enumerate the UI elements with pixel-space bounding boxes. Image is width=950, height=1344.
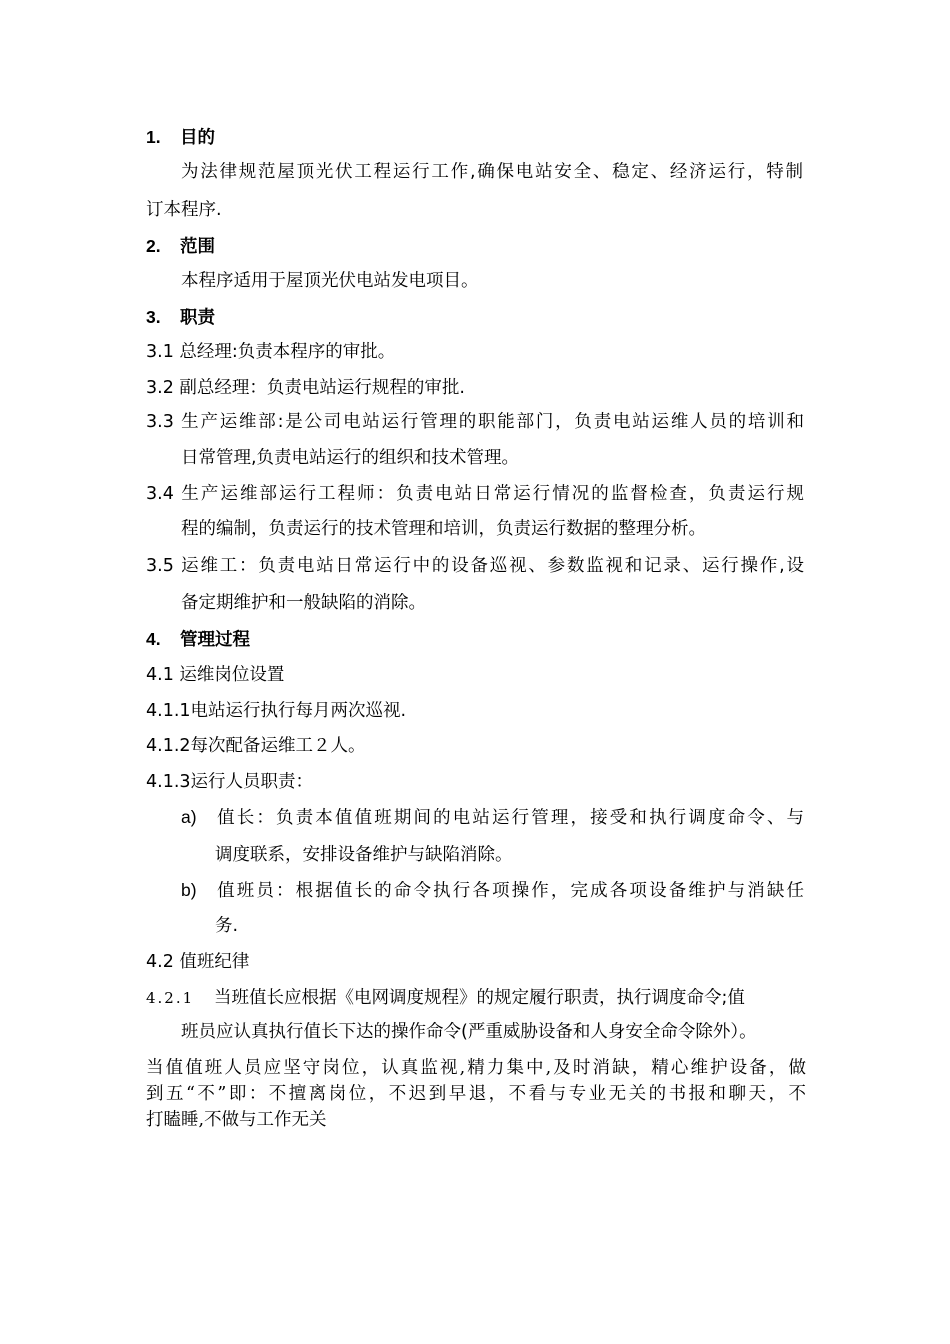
paragraph-line: 打瞌睡,不做与工作无关 bbox=[146, 1110, 327, 1130]
duty-item-b-cont: 务. bbox=[215, 916, 239, 936]
item-label: b) bbox=[181, 880, 197, 900]
duty-item-a-cont: 调度联系，安排设备维护与缺陷消除。 bbox=[215, 845, 513, 865]
section-title: 目的 bbox=[180, 127, 215, 147]
section-2-heading bbox=[146, 234, 215, 258]
section-1-heading bbox=[146, 125, 215, 149]
list-item-3-3: 3.3 生产运维部:是公司电站运行管理的职能部门，负责电站运维人员的培训和 bbox=[146, 412, 804, 432]
duty-item-b bbox=[181, 878, 804, 903]
list-item-4-2-1-cont: 班员应认真执行值长下达的操作命令(严重威胁设备和人身安全命令除外）。 bbox=[181, 1022, 757, 1042]
list-item-4-2-1 bbox=[146, 986, 806, 1010]
list-item-3-4-cont: 程的编制，负责运行的技术管理和培训，负责运行数据的整理分析。 bbox=[181, 519, 706, 539]
section-4-heading bbox=[146, 627, 250, 651]
item-label: a) bbox=[181, 807, 197, 827]
section-number: 4. bbox=[146, 629, 161, 649]
list-item-3-5: 3.5 运维工：负责电站日常运行中的设备巡视、参数监视和记录、运行操作,设 bbox=[146, 556, 804, 576]
list-item-4-2: 4.2 值班纪律 bbox=[146, 952, 250, 972]
section-title: 范围 bbox=[180, 236, 215, 256]
list-item-4-1-2: 4.1.2每次配备运维工２人。 bbox=[146, 736, 366, 756]
list-item-4-1: 4.1 运维岗位设置 bbox=[146, 665, 285, 685]
section-3-heading bbox=[146, 305, 215, 329]
paragraph-line: 到五“不”即：不擅离岗位，不迟到早退，不看与专业无关的书报和聊天，不 bbox=[146, 1084, 806, 1104]
duty-item-a bbox=[181, 805, 804, 830]
paragraph-line: 为法律规范屋顶光伏工程运行工作,确保电站安全、稳定、经济运行，特制 bbox=[181, 162, 803, 182]
paragraph-line: 本程序适用于屋顶光伏电站发电项目。 bbox=[181, 271, 479, 291]
item-number: 4.2.1 bbox=[146, 989, 195, 1007]
item-text: 值长：负责本值值班期间的电站运行管理，接受和执行调度命令、与 bbox=[215, 808, 804, 828]
list-item-3-5-cont: 备定期维护和一般缺陷的消除。 bbox=[181, 593, 426, 613]
section-number: 2. bbox=[146, 236, 161, 256]
list-item-4-1-3: 4.1.3运行人员职责： bbox=[146, 772, 314, 792]
paragraph-line: 订本程序. bbox=[146, 200, 222, 220]
list-item-3-2: 3.2 副总经理：负责电站运行规程的审批. bbox=[146, 378, 465, 398]
list-item-3-4: 3.4 生产运维部运行工程师：负责电站日常运行情况的监督检查，负责运行规 bbox=[146, 484, 804, 504]
paragraph-line: 当值值班人员应坚守岗位，认真监视,精力集中,及时消缺，精心维护设备，做 bbox=[146, 1058, 806, 1078]
item-text: 值班员：根据值长的命令执行各项操作，完成各项设备维护与消缺任 bbox=[215, 881, 804, 901]
section-number: 3. bbox=[146, 307, 161, 327]
section-title: 职责 bbox=[180, 307, 215, 327]
list-item-3-1: 3.1 总经理:负责本程序的审批。 bbox=[146, 342, 396, 362]
list-item-4-1-1: 4.1.1电站运行执行每月两次巡视. bbox=[146, 701, 407, 721]
section-number: 1. bbox=[146, 127, 161, 147]
item-text: 当班值长应根据《电网调度规程》的规定履行职责，执行调度命令;值 bbox=[214, 988, 745, 1008]
list-item-3-3-cont: 日常管理,负责电站运行的组织和技术管理。 bbox=[181, 448, 520, 468]
section-title: 管理过程 bbox=[180, 629, 250, 649]
